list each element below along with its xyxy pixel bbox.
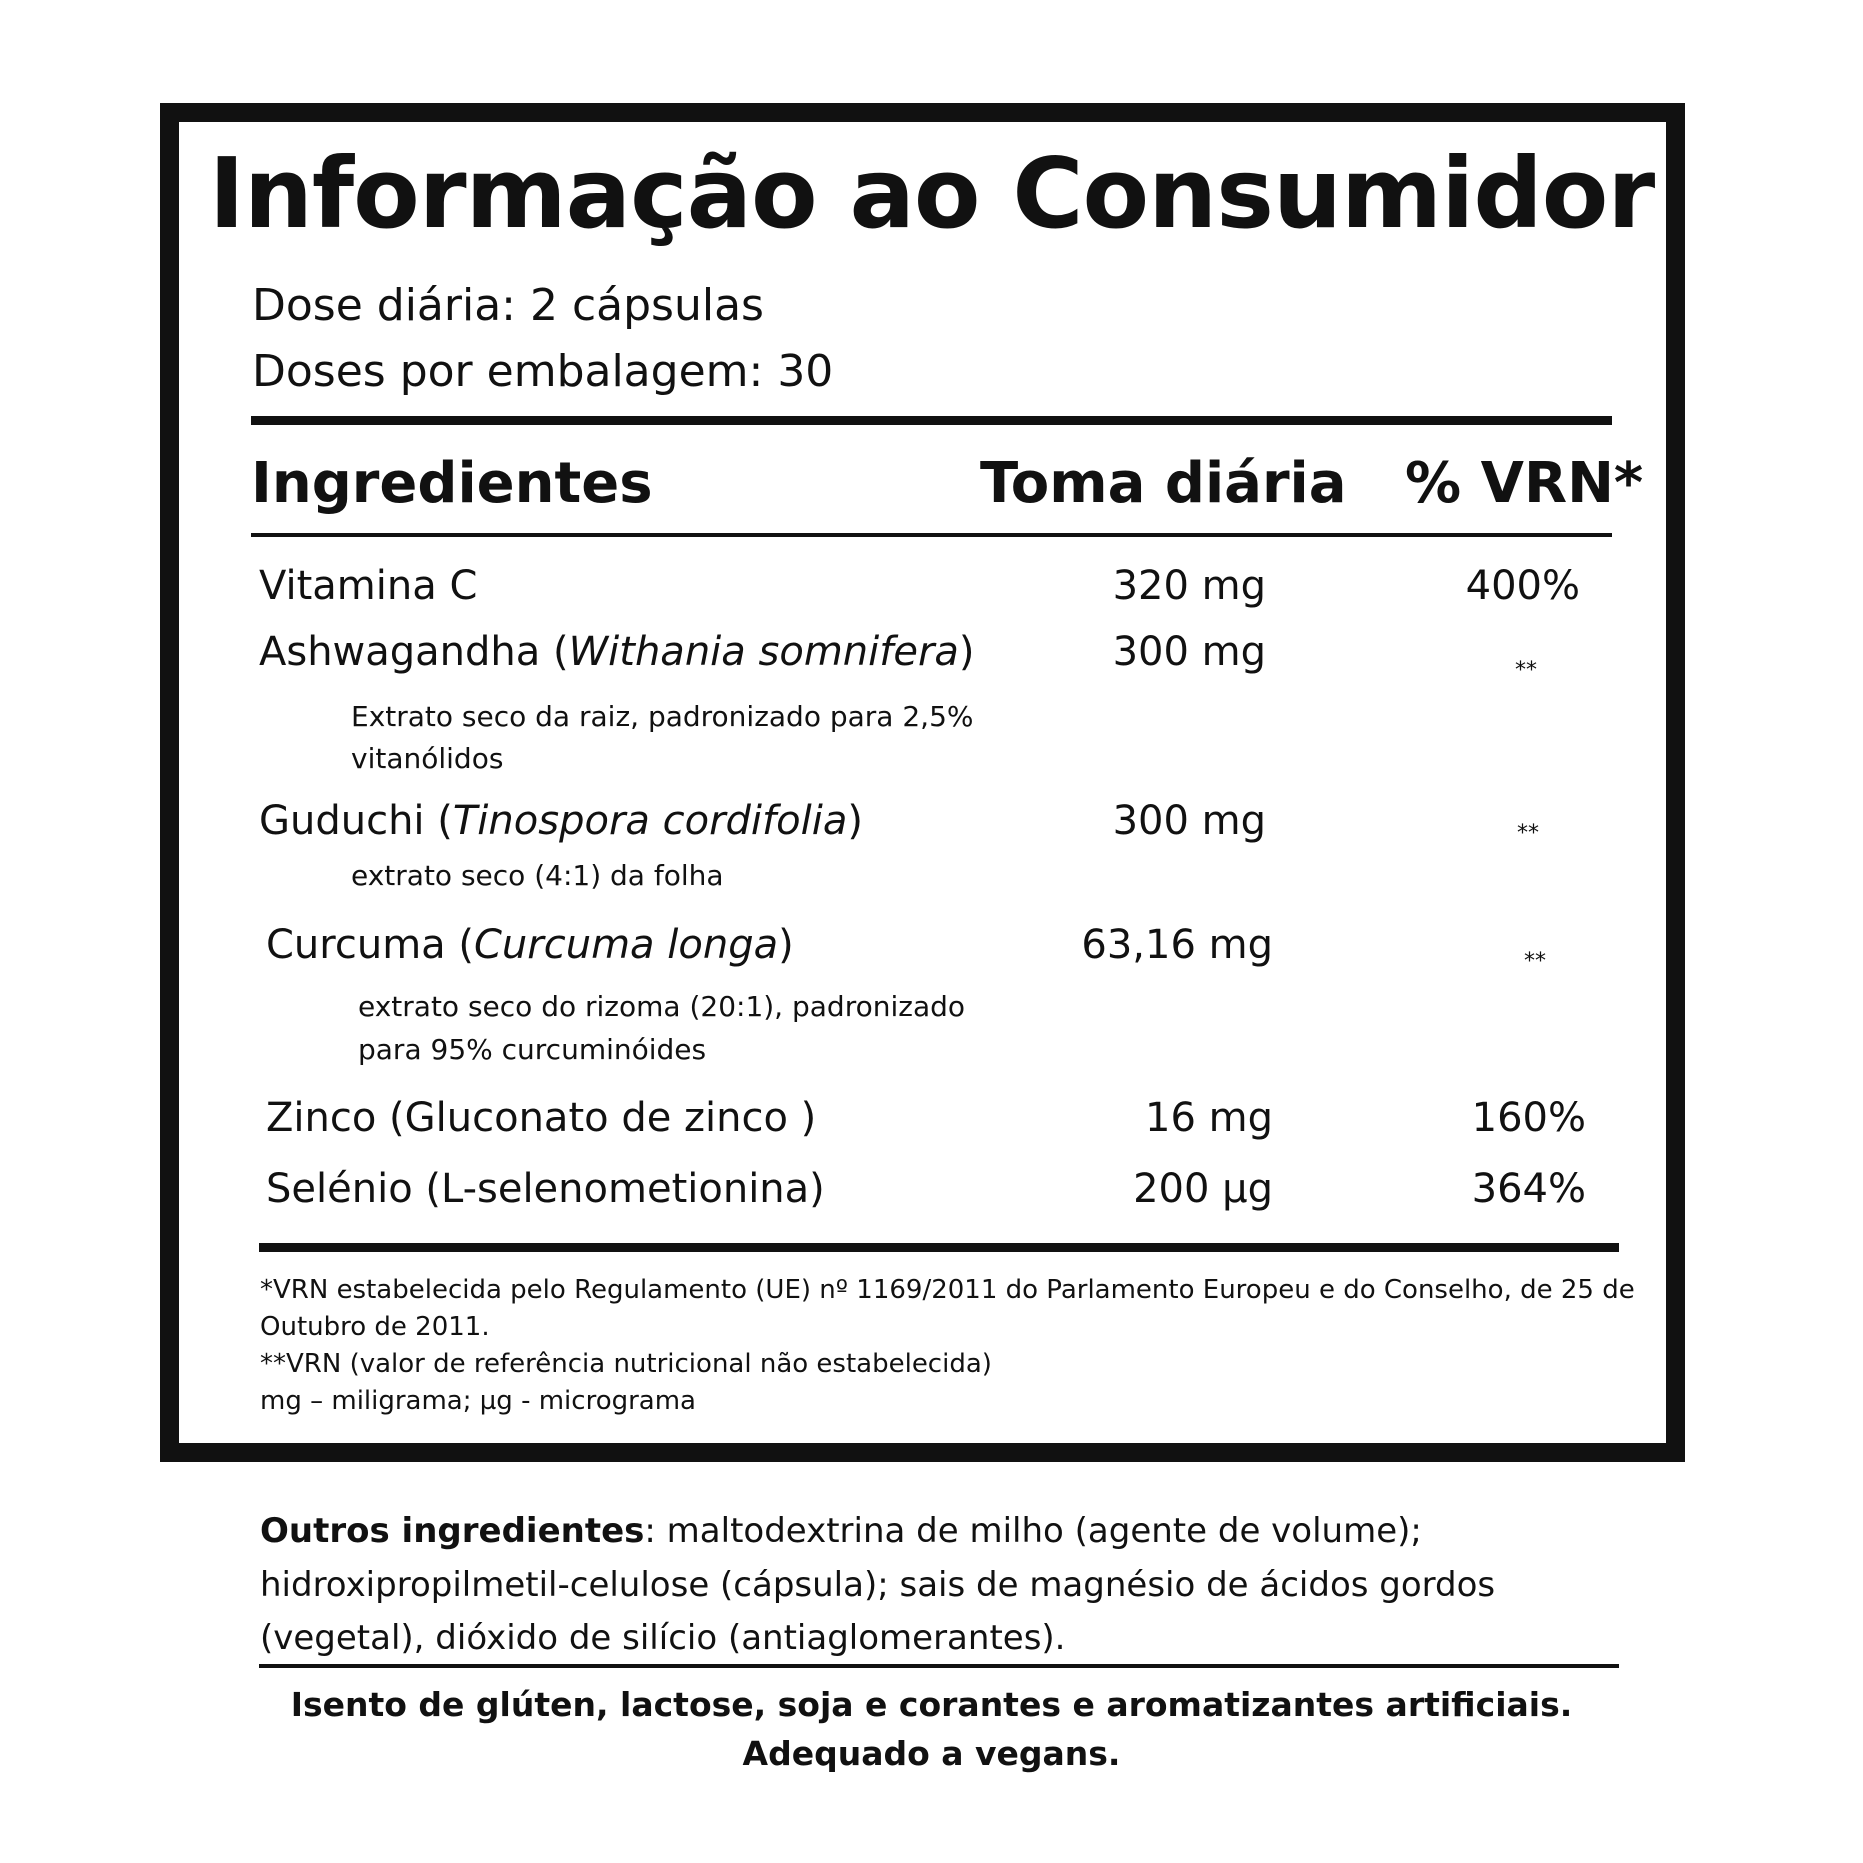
footnote-vrn-2: Outubro de 2011.	[260, 1312, 490, 1342]
ingredient-vrn-curcuma: **	[1524, 949, 1546, 974]
other-ingredients-label: Outros ingredientes	[260, 1511, 645, 1551]
page-title: Informação ao Consumidor	[208, 137, 1655, 250]
other-ingredients-text: : maltodextrina de milho (agente de volume); hidroxipropilmetil-celulose (cápsula); sais de magnésio de ácidos gordos (vegetal), dióxido de silício (antiaglomerantes).	[260, 1511, 1496, 1659]
ingredient-name-zinc: Zinco (Gluconato de zinco )	[266, 1095, 817, 1141]
ingredient-amount-guduchi: 300 mg	[1112, 798, 1266, 844]
ingredient-name-selenium: Selénio (L-selenometionina)	[266, 1166, 825, 1212]
doses-per-pack: Doses por embalagem: 30	[252, 346, 834, 397]
ingredient-vrn-guduchi: **	[1517, 821, 1539, 846]
header-ingredients: Ingredientes	[251, 451, 653, 516]
ingredient-amount-zinc: 16 mg	[1145, 1095, 1273, 1141]
ingredient-amount-curcuma: 63,16 mg	[1081, 922, 1273, 968]
divider-thin-bottom	[259, 1664, 1619, 1668]
ingredient-note-guduchi: extrato seco (4:1) da folha	[351, 859, 724, 892]
ingredient-note-ashwagandha-1: Extrato seco da raiz, padronizado para 2,5%	[351, 700, 974, 733]
ingredient-vrn-selenium: 364%	[1471, 1166, 1586, 1212]
header-daily-intake: Toma diária	[980, 451, 1347, 516]
other-ingredients	[260, 1505, 1620, 1666]
ingredient-amount-selenium: 200 µg	[1133, 1166, 1273, 1212]
footnote-vrn-not-established: **VRN (valor de referência nutricional não estabelecida)	[260, 1349, 992, 1379]
ingredient-name-curcuma: Curcuma (Curcuma longa)	[266, 922, 794, 968]
daily-dose: Dose diária: 2 cápsulas	[252, 280, 764, 331]
ingredient-note-curcuma-2: para 95% curcuminóides	[358, 1033, 707, 1066]
ingredient-vrn-zinc: 160%	[1471, 1095, 1586, 1141]
ingredient-name-vitamin-c: Vitamina C	[259, 563, 478, 609]
ingredient-vrn-vitamin-c: 400%	[1465, 563, 1580, 609]
ingredient-name-guduchi: Guduchi (Tinospora cordifolia)	[259, 798, 863, 844]
vegan-statement: Adequado a vegans.	[742, 1734, 1121, 1773]
allergen-free-statement: Isento de glúten, lactose, soja e corantes e aromatizantes artificiais.	[290, 1685, 1573, 1724]
divider-thick-top	[251, 416, 1612, 425]
ingredient-vrn-ashwagandha: **	[1515, 658, 1537, 683]
ingredient-note-curcuma-1: extrato seco do rizoma (20:1), padronizado	[358, 990, 966, 1023]
ingredient-amount-ashwagandha: 300 mg	[1112, 629, 1266, 675]
footnote-vrn-1: *VRN estabelecida pelo Regulamento (UE) nº 1169/2011 do Parlamento Europeu e do Conselho, de 25 de	[260, 1275, 1635, 1305]
ingredient-amount-vitamin-c: 320 mg	[1112, 563, 1266, 609]
header-vrn: % VRN*	[1405, 451, 1644, 516]
footnote-units: mg – miligrama; µg - micrograma	[260, 1386, 696, 1416]
ingredient-note-ashwagandha-2: vitanólidos	[351, 742, 504, 775]
divider-header	[251, 533, 1612, 537]
ingredient-name-ashwagandha: Ashwagandha (Withania somnifera)	[259, 629, 975, 675]
divider-thick-bottom	[259, 1243, 1619, 1252]
